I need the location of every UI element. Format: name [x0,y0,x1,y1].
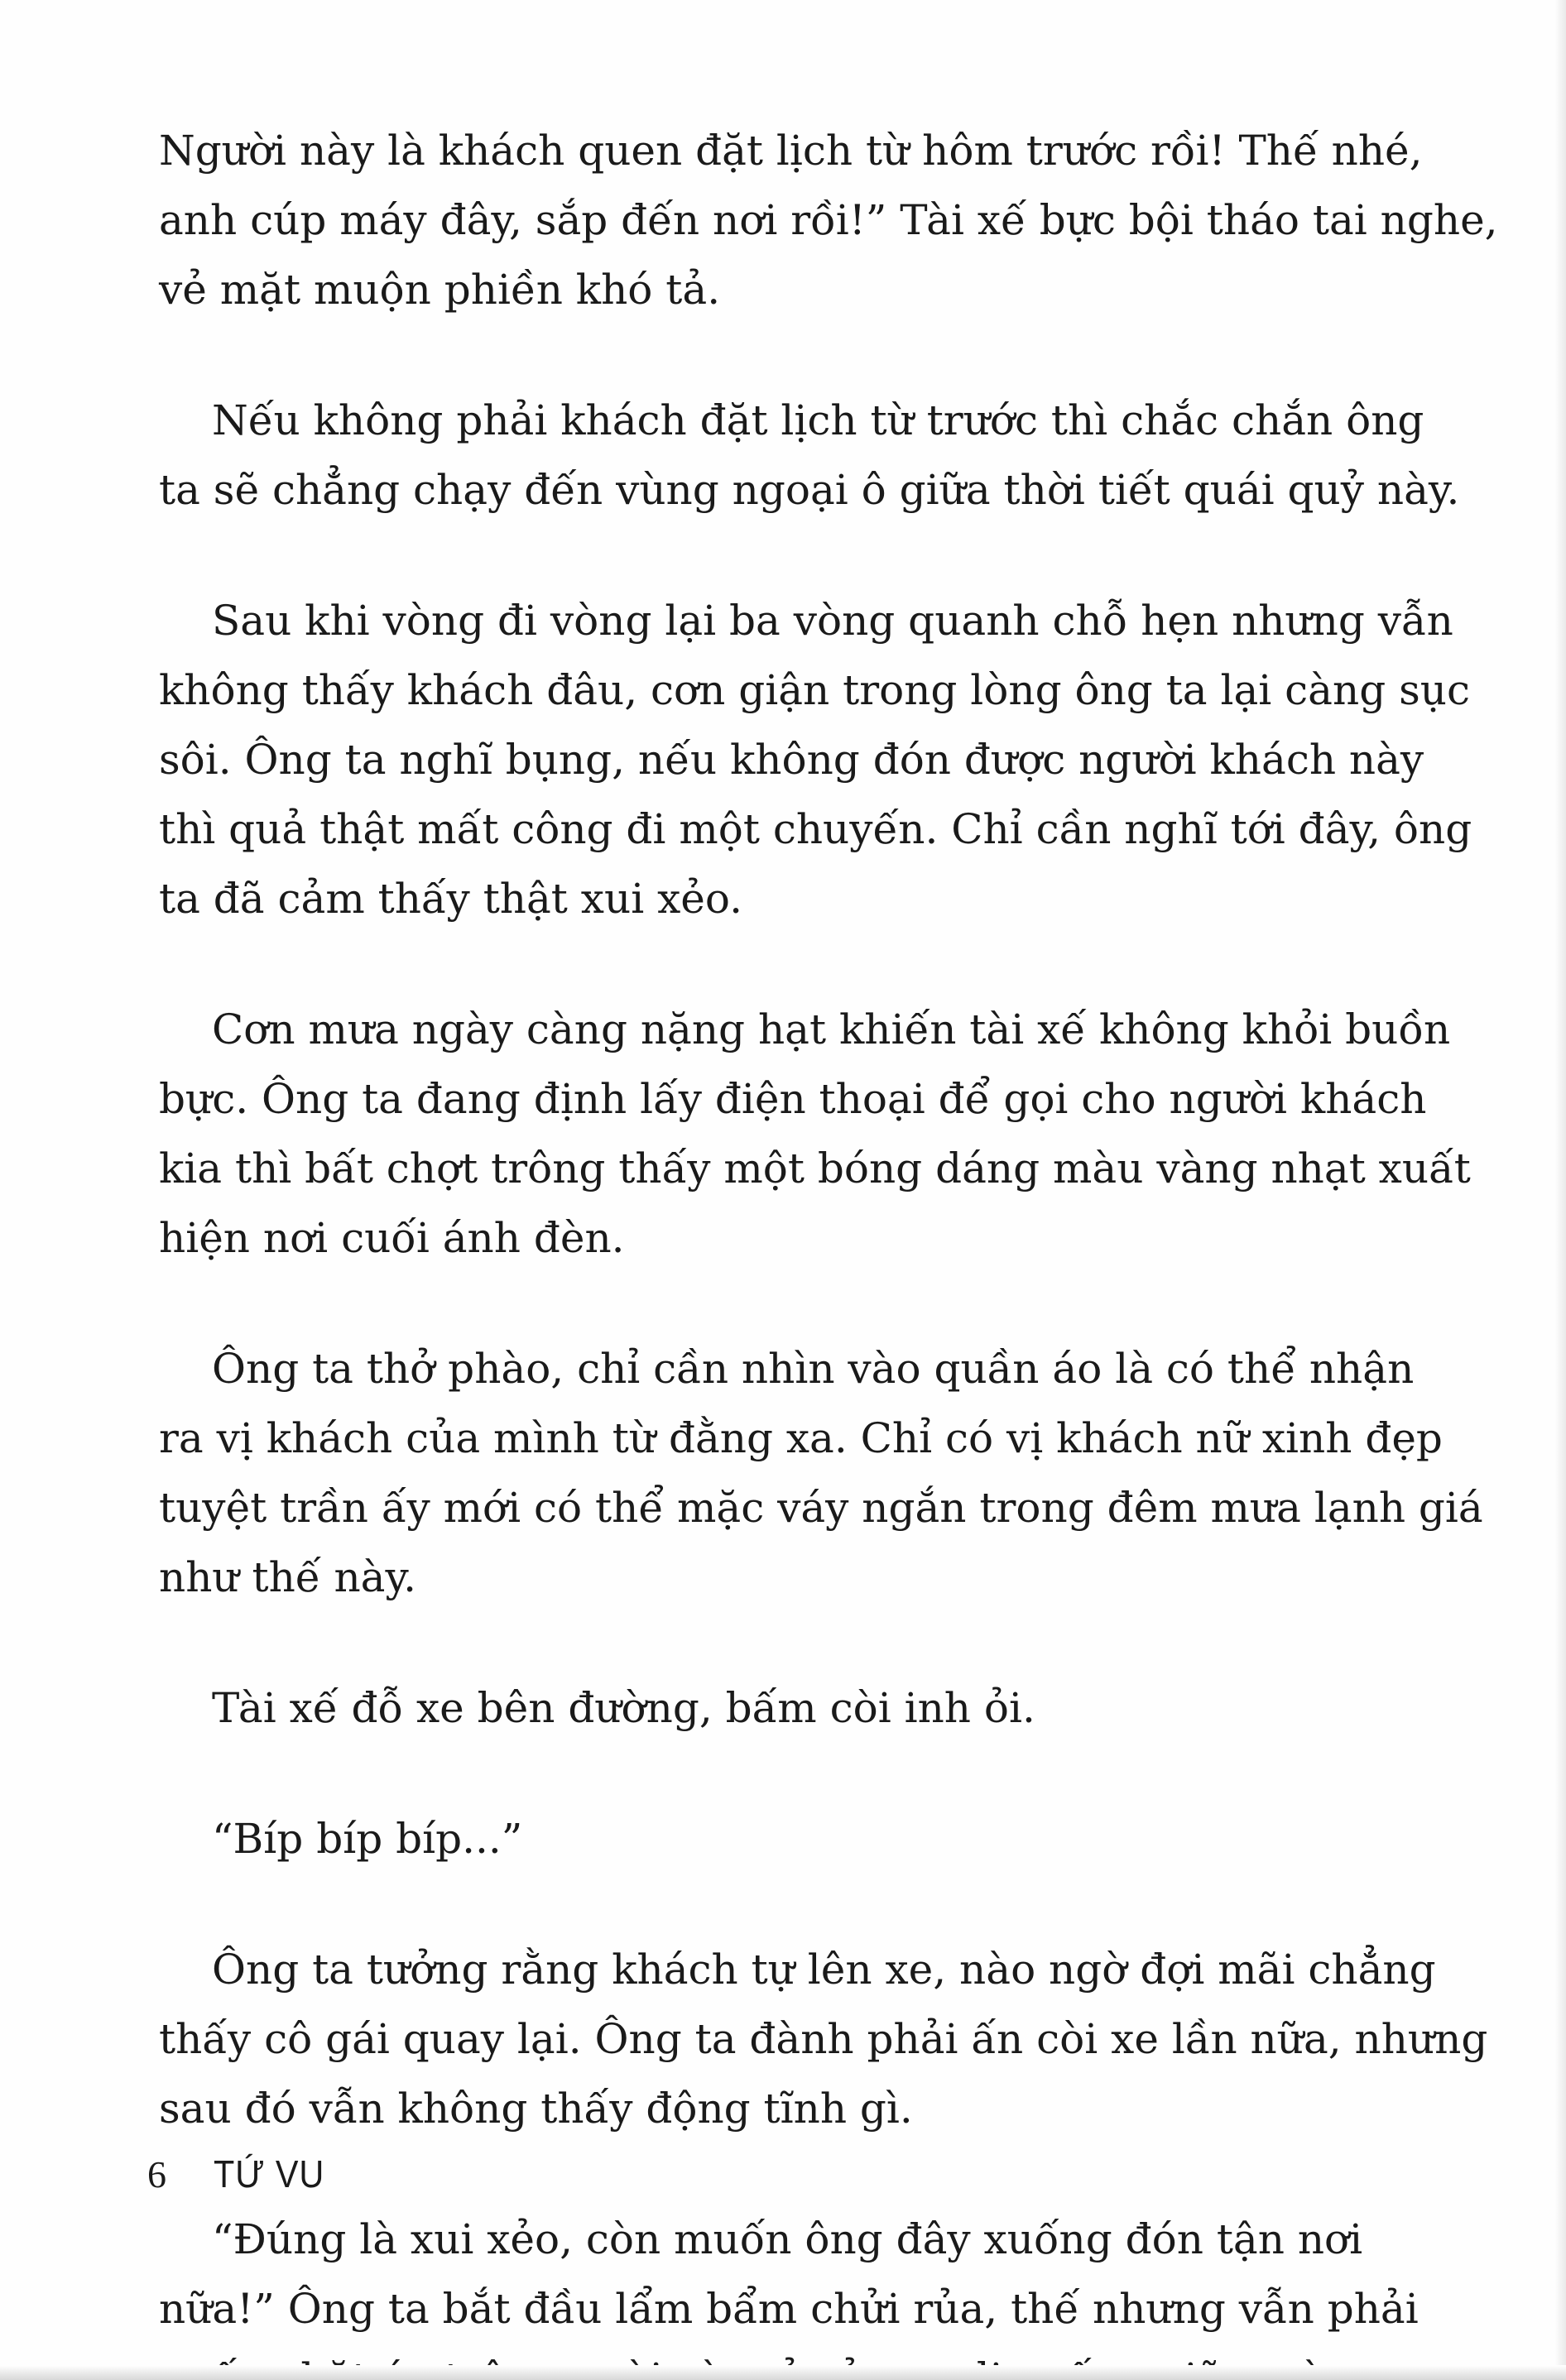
page-bottom-shadow [0,2365,1566,2380]
paragraph-2 [159,386,1460,525]
paragraph-3 [159,586,1472,933]
text-line: ta đã cảm thấy thật xui xẻo. [159,875,742,923]
text-line: thì quả thật mất công đi một chuyến. Chỉ cần nghĩ tới đây, ông [159,805,1472,853]
paragraph-6 [159,1673,1351,1743]
text-line: Nếu không phải khách đặt lịch từ trước thì chắc chắn ông [212,396,1424,444]
text-line: ta sẽ chẳng chạy đến vùng ngoại ô giữa thời tiết quái quỷ này. [159,466,1460,514]
paragraph-1 [159,116,1498,324]
text-line: không thấy khách đâu, cơn giận trong lòng ông ta lại càng sục [159,666,1470,714]
text-line: anh cúp máy đây, sắp đến nơi rồi!” Tài xế bực bội tháo tai nghe, [159,196,1498,244]
paragraph-8 [159,1935,1488,2143]
page-footer [147,2152,337,2196]
text-line: tuyệt trần ấy mới có thể mặc váy ngắn trong đêm mưa lạnh giá [159,1484,1483,1532]
body-text [159,116,1498,2380]
text-line: Ông ta thở phào, chỉ cần nhìn vào quần áo là có thể nhận [212,1345,1415,1393]
text-line: Sau khi vòng đi vòng lại ba vòng quanh chỗ hẹn nhưng vẫn [212,597,1453,645]
text-line: vẻ mặt muộn phiền khó tả. [159,266,721,314]
text-line: Ông ta tưởng rằng khách tự lên xe, nào ngờ đợi mãi chẳng [212,1946,1436,1994]
text-line: sôi. Ông ta nghĩ bụng, nếu không đón được người khách này [159,736,1424,784]
page-number: 6 [147,2153,166,2195]
text-line: hiện nơi cuối ánh đèn. [159,1214,625,1262]
text-line: Tài xế đỗ xe bên đường, bấm còi inh ỏi. [212,1684,1035,1732]
text-line: sau đó vẫn không thấy động tĩnh gì. [159,2085,913,2133]
paragraph-7 [159,1804,1351,1874]
paragraph-4 [159,995,1471,1273]
text-line: nữa!” Ông ta bắt đầu lẩm bẩm chửi rủa, thế nhưng vẫn phải [159,2285,1419,2333]
text-line: Người này là khách quen đặt lịch từ hôm trước rồi! Thế nhé, [159,127,1423,175]
page-edge-shadow [1554,0,1566,2380]
text-line: “Đúng là xui xẻo, còn muốn ông đây xuống đón tận nơi [212,2215,1363,2263]
text-line: thấy cô gái quay lại. Ông ta đành phải ấn còi xe lần nữa, nhưng [159,2015,1488,2063]
running-title: TỨ VU [213,2152,324,2195]
paragraph-9 [159,2205,1419,2380]
text-line: bực. Ông ta đang định lấy điện thoại để gọi cho người khách [159,1075,1427,1123]
text-line: kia thì bất chợt trông thấy một bóng dáng màu vàng nhạt xuất [159,1144,1471,1192]
paragraph-5 [159,1334,1483,1612]
text-line: ra vị khách của mình từ đằng xa. Chỉ có vị khách nữ xinh đẹp [159,1414,1443,1462]
text-line: như thế này. [159,1553,416,1601]
text-line: “Bíp bíp bíp...” [212,1815,523,1863]
text-line: Cơn mưa ngày càng nặng hạt khiến tài xế không khỏi buồn [212,1005,1451,1053]
